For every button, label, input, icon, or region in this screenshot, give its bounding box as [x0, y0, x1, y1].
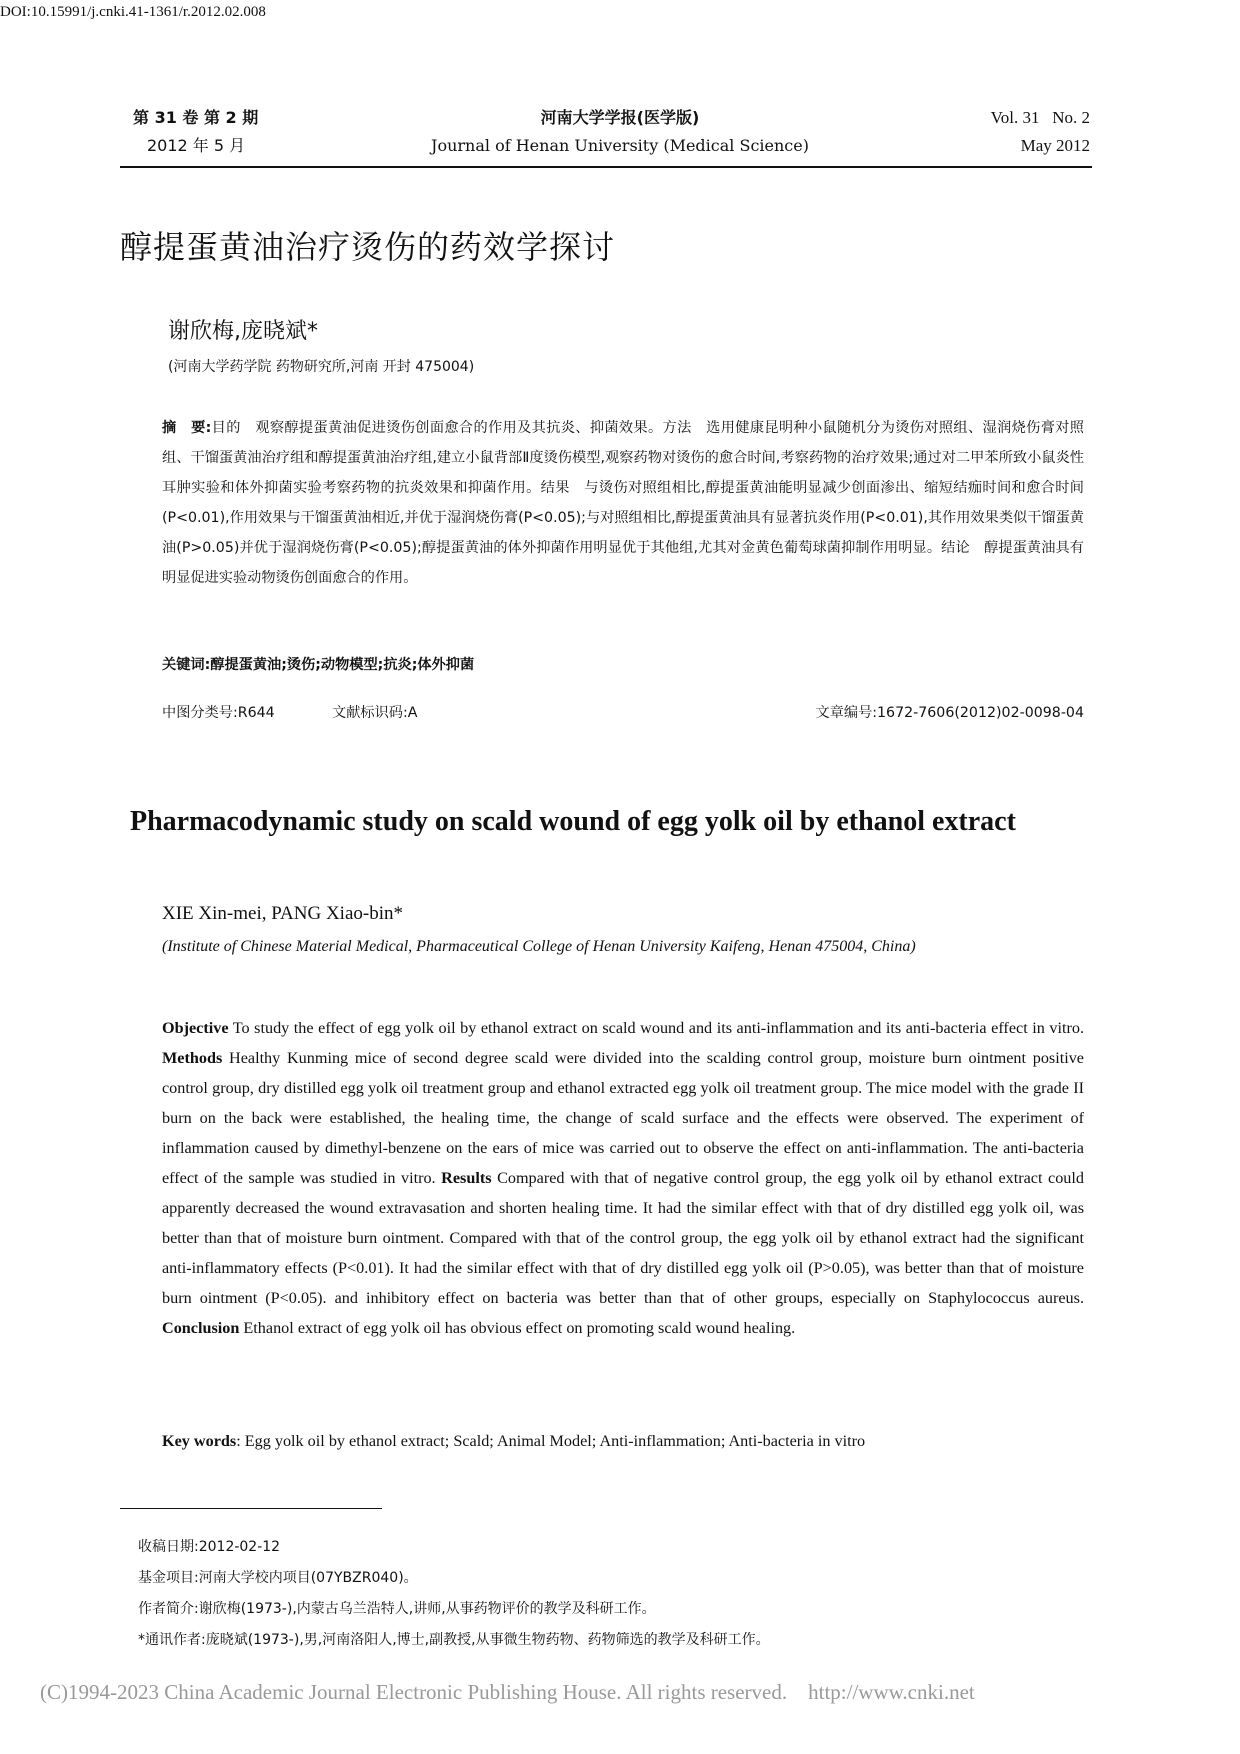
doi-line: DOI:10.15991/j.cnki.41-1361/r.2012.02.008 — [0, 4, 266, 20]
header-vol-en — [991, 104, 1090, 160]
footnote-rule — [120, 1508, 382, 1509]
objective-text: To study the effect of egg yolk oil by ethanol extract on scald wound and its anti-inflammation and its anti-bacteria effect in vitro. — [228, 1019, 1084, 1037]
cn-keywords-label: 关键词: — [162, 657, 211, 673]
header-volume — [133, 104, 258, 160]
header-journal — [420, 104, 820, 160]
cn-title: 醇提蛋黄油治疗烫伤的药效学探讨 — [120, 228, 616, 266]
volume-issue: 第 31 卷 第 2 期 — [133, 108, 259, 127]
en-keywords-text: : Egg yolk oil by ethanol extract; Scald; Animal Model; Anti-inflammation; Anti-bacteria in vitro — [236, 1432, 866, 1450]
cn-abstract-text: 目的 观察醇提蛋黄油促进烫伤创面愈合的作用及其抗炎、抑菌效果。方法 选用健康昆明种小鼠随机分为烫伤对照组、湿润烧伤膏对照组、干馏蛋黄油治疗组和醇提蛋黄油治疗组,建立小鼠背部Ⅱ度烫伤模型,观察药物对烫伤的愈合时间,考察药物的治疗效果;通过对二甲苯所致小鼠炎性耳肿实验和体外抑菌实验考察药物的抗炎效果和抑菌作用。结果 与烫伤对照组相比,醇提蛋黄油能明显减少创面渗出、缩短结痂时间和愈合时间(P<0.01),作用效果与干馏蛋黄油相近,并优于湿润烧伤膏(P<0.05);与对照组相比,醇提蛋黄油具有显著抗炎作用(P<0.01),其作用效果类似干馏蛋黄油(P>0.05)并优于湿润烧伤膏(P<0.05);醇提蛋黄油的体外抑菌作用明显优于其他组,尤其对金黄色葡萄球菌抑制作用明显。结论 醇提蛋黄油具有明显促进实验动物烫伤创面愈合的作用。 — [162, 420, 1084, 586]
methods-label: Methods — [162, 1049, 223, 1067]
header-rule — [120, 166, 1092, 168]
cn-abstract — [162, 413, 1084, 593]
cn-keywords — [162, 654, 474, 674]
clc-number: 中图分类号:R644 — [162, 705, 275, 721]
cn-keywords-text: 醇提蛋黄油;烫伤;动物模型;抗炎;体外抑菌 — [210, 657, 475, 673]
vol-no: Vol. 31 No. 2 — [990, 108, 1090, 127]
fund-project: 基金项目:河南大学校内项目(07YBZR040)。 — [138, 1570, 418, 1586]
corresponding-author: *通讯作者:庞晓斌(1973-),男,河南洛阳人,博士,副教授,从事微生物药物、药物筛选的教学及科研工作。 — [138, 1632, 770, 1648]
en-affiliation: (Institute of Chinese Material Medical, Pharmaceutical College of Henan University Kaifeng, Henan 475004, China) — [162, 938, 916, 955]
conclusion-label: Conclusion — [162, 1319, 240, 1337]
footnotes — [138, 1532, 770, 1656]
author-bio: 作者简介:谢欣梅(1973-),内蒙古乌兰浩特人,讲师,从事药物评价的教学及科研工作。 — [138, 1601, 656, 1617]
results-label: Results — [441, 1169, 492, 1187]
cn-authors: 谢欣梅,庞晓斌* — [168, 319, 318, 344]
en-keywords — [162, 1432, 865, 1451]
article-number: 文章编号:1672-7606(2012)02-0098-04 — [815, 705, 1084, 721]
doc-code: 文献标识码:A — [332, 705, 418, 721]
issue-date: 2012 年 5 月 — [147, 136, 246, 155]
en-keywords-label: Key words — [162, 1432, 237, 1450]
copyright-watermark: (C)1994-2023 China Academic Journal Electronic Publishing House. All rights reserved. http://www.cnki.net — [40, 1680, 975, 1704]
conclusion-text: Ethanol extract of egg yolk oil has obvious effect on promoting scald wound healing. — [239, 1319, 796, 1337]
methods-text: Healthy Kunming mice of second degree scald were divided into the scalding control group, moisture burn ointment positive control group, dry distilled egg yolk oil treatment group and ethanol extracted egg yolk oil treatment group. The mice model with the grade II burn on the back were established, the healing time, the change of scald surface and the effects were observed. The experiment of inflammation caused by dimethyl-benzene on the ears of mice was carried out to observe the effect on anti-inflammation. The anti-bacteria effect of the sample was studied in vitro. — [162, 1049, 1084, 1187]
objective-label: Objective — [162, 1019, 229, 1037]
en-abstract — [162, 1013, 1084, 1343]
month-year: May 2012 — [1020, 136, 1090, 155]
journal-name-cn: 河南大学学报(医学版) — [540, 108, 700, 127]
results-text: Compared with that of negative control group, the egg yolk oil by ethanol extract could apparently decreased the wound extravasation and shorten healing time. It had the similar effect with that of dry distilled egg yolk oil, was better than that of moisture burn ointment. Compared with that of the control group, the egg yolk oil by ethanol extract had the significant anti-inflammatory effects (P<0.01). It had the similar effect with that of dry distilled egg yolk oil (P>0.05), was better than that of moisture burn ointment (P<0.05). and inhibitory effect on bacteria was better than that of other groups, especially on Staphylococcus aureus. — [162, 1169, 1084, 1307]
cn-abstract-label: 摘 要: — [162, 420, 212, 436]
en-authors: XIE Xin-mei, PANG Xiao-bin* — [162, 903, 403, 924]
received-date: 收稿日期:2012-02-12 — [138, 1539, 281, 1555]
journal-name-en: Journal of Henan University (Medical Science) — [431, 136, 809, 155]
en-title: Pharmacodynamic study on scald wound of egg yolk oil by ethanol extract — [130, 806, 1016, 837]
cn-affiliation: (河南大学药学院 药物研究所,河南 开封 475004) — [168, 359, 475, 375]
